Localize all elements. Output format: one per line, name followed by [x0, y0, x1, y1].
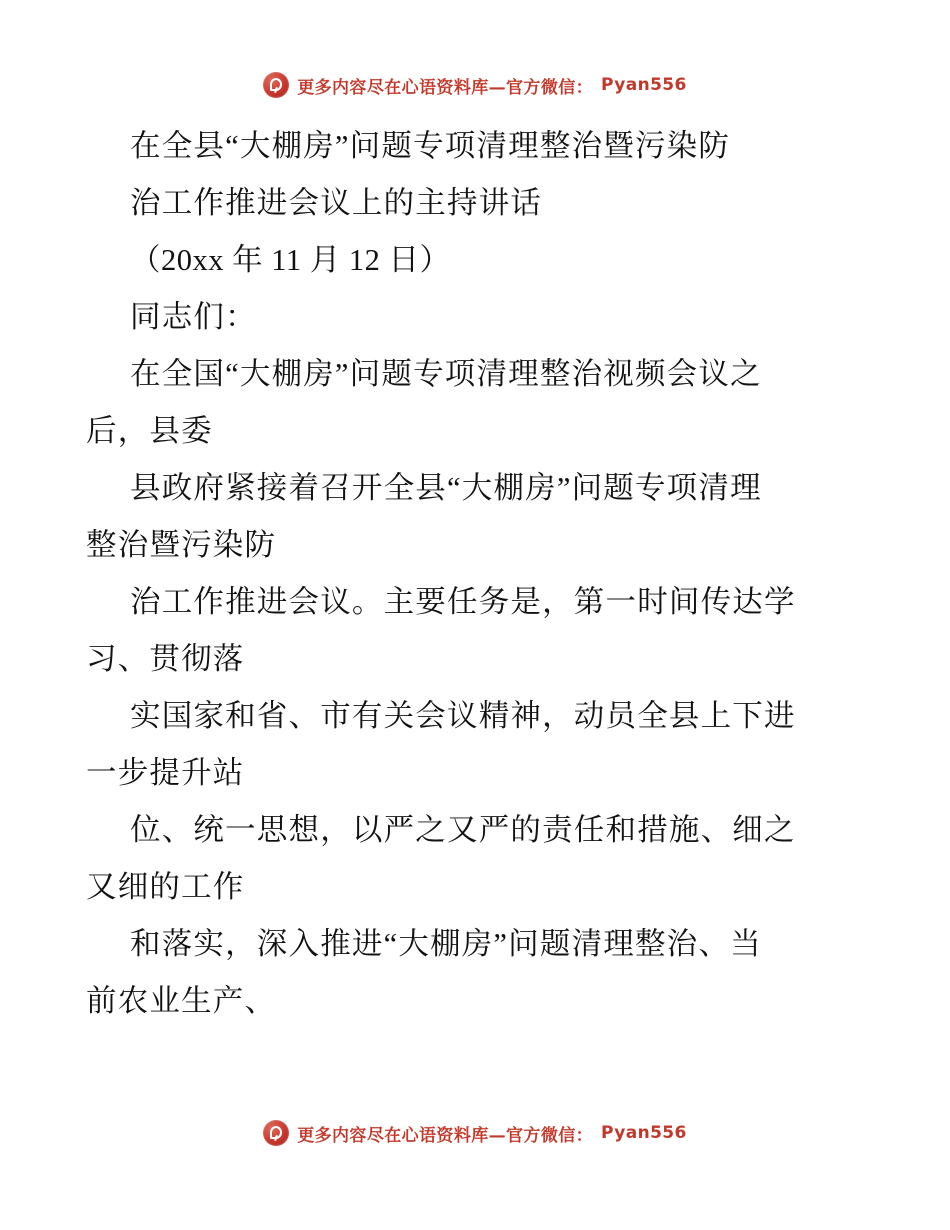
- document-text-body: [86, 118, 876, 1030]
- document-line: 实国家和省、市有关会议精神，动员全县上下进: [130, 699, 796, 733]
- watermark-handle: Pyan556: [601, 75, 687, 95]
- circle-leaf-logo-icon: [263, 1120, 289, 1146]
- watermark-top: [0, 72, 950, 98]
- watermark-bottom: [0, 1120, 950, 1146]
- circle-leaf-logo-icon: [263, 72, 289, 98]
- watermark-main-text: 更多内容尽在心语资料库—官方微信：: [297, 1125, 594, 1146]
- document-line: 治工作推进会议。主要任务是，第一时间传达学: [130, 585, 796, 619]
- watermark-handle: Pyan556: [601, 1123, 687, 1143]
- document-line: 一步提升站: [86, 756, 245, 790]
- document-line: 整治暨污染防: [86, 528, 277, 562]
- document-line: （20xx 年 11 月 12 日）: [130, 243, 451, 277]
- document-line: 位、统一思想，以严之又严的责任和措施、细之: [130, 813, 796, 847]
- document-line: 同志们：: [130, 300, 257, 334]
- document-line: 前农业生产、: [86, 984, 277, 1018]
- document-line: 县政府紧接着召开全县“大棚房”问题专项清理: [130, 471, 762, 505]
- document-line: 在全县“大棚房”问题专项清理整治暨污染防: [130, 129, 731, 163]
- document-line: 和落实，深入推进“大棚房”问题清理整治、当: [130, 927, 762, 961]
- document-line: 又细的工作: [86, 870, 245, 904]
- document-line: 后，县委: [86, 414, 213, 448]
- document-line: 习、贯彻落: [86, 642, 245, 676]
- watermark-main-text: 更多内容尽在心语资料库—官方微信：: [297, 77, 594, 98]
- document-line: 在全国“大棚房”问题专项清理整治视频会议之: [130, 357, 762, 391]
- document-line: 治工作推进会议上的主持讲话: [130, 186, 543, 220]
